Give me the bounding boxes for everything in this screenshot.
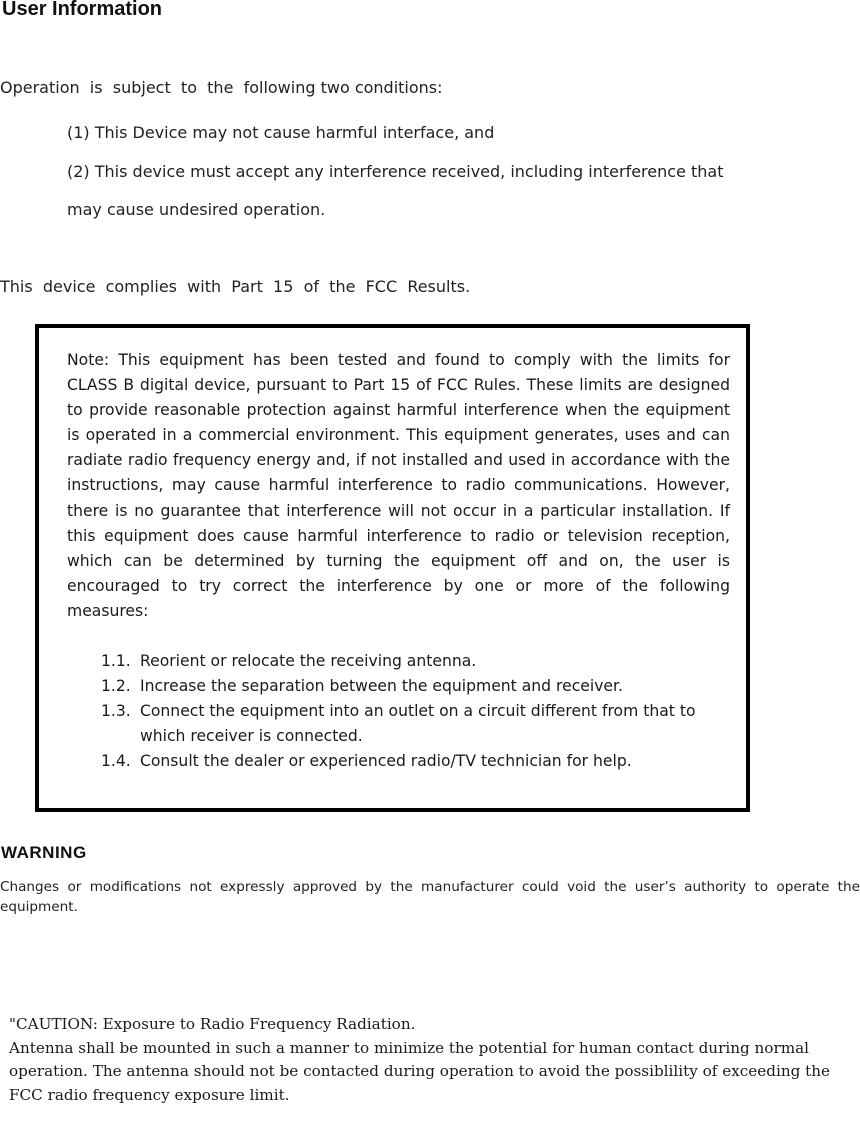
measure-number: 1.1.	[101, 652, 131, 670]
condition-1: (1) This Device may not cause harmful interface, and	[67, 123, 495, 142]
fcc-measures-list	[67, 649, 730, 774]
measure-number: 1.2.	[101, 677, 131, 696]
operation-conditions-intro: Operation is subject to the following two conditions:	[0, 78, 443, 97]
caution-text: Antenna shall be mounted in such a manner to minimize the potential for human contact during normal operation. The antenna should not be contacted during operation to avoid the possiblility of exceeding the FCC radio frequency exposure limit.	[9, 1038, 831, 1104]
measure-item	[67, 749, 730, 774]
fcc-note-measures-label: measures:	[67, 601, 149, 620]
measure-text: Increase the separation between the equipment and receiver.	[140, 677, 623, 696]
measure-item	[67, 699, 730, 749]
fcc-note-body: Note: This equipment has been tested and found to comply with the limits for CLASS B digital device, pursuant to Part 15 of FCC Rules. These limits are designed to provide reasonable protection against harmful interference when the equipment is operated in a commercial environment. This equipment generates, uses and can radiate radio frequency energy and, if not installed and used in accordance with the instructions, may cause harmful interference to radio communications. However, there is no guarantee that interference will not occur in a particular installation. If this equipment does cause harmful interference to radio or television reception, which can be determined by turning the equipment off and on, the user is encouraged to try correct the interference by one or more of the following	[67, 351, 730, 595]
measure-number: 1.4.	[101, 752, 131, 771]
condition-2: (2) This device must accept any interference received, including interference that	[67, 162, 724, 181]
measure-item	[67, 674, 730, 699]
measure-text: Connect the equipment into an outlet on a circuit different from that to which receiver is connected.	[140, 702, 696, 746]
caution-title: "CAUTION: Exposure to Radio Frequency Radiation.	[9, 1015, 416, 1033]
measure-number: 1.3.	[101, 702, 131, 721]
measure-item	[67, 649, 730, 674]
caution-block	[9, 1013, 844, 1107]
warning-heading: WARNING	[1, 843, 87, 862]
condition-2-continued: may cause undesired operation.	[67, 200, 326, 219]
page-title: User Information	[2, 0, 163, 20]
measure-text: Consult the dealer or experienced radio/TV technician for help.	[140, 752, 632, 771]
fcc-compliance-statement: This device complies with Part 15 of the FCC Results.	[0, 277, 471, 296]
warning-text: Changes or modifications not expressly approved by the manufacturer could void the user’s authority to operate the equipment.	[0, 879, 860, 915]
fcc-note-text	[67, 348, 730, 624]
measure-text: Reorient or relocate the receiving antenna.	[140, 652, 477, 670]
